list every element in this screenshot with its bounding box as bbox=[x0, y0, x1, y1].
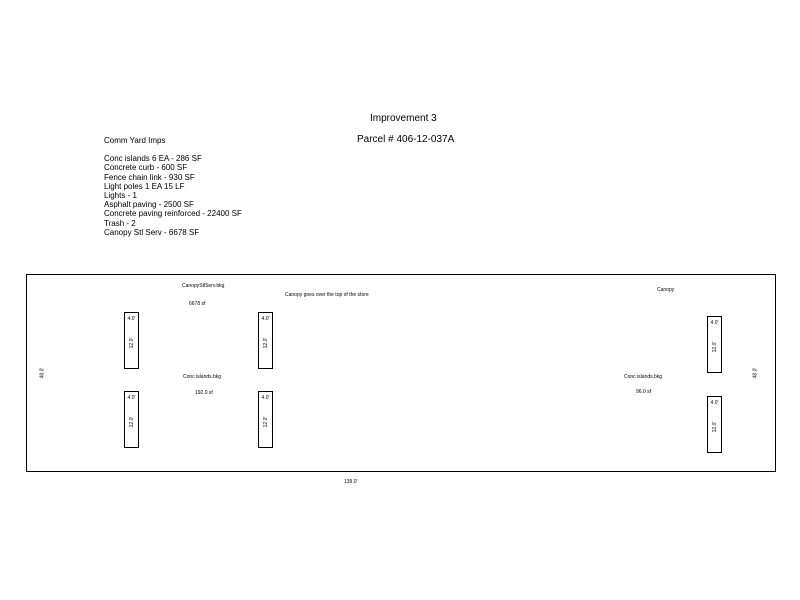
list-item: Light poles 1 EA 15 LF bbox=[104, 181, 185, 191]
island-width: 4.0' bbox=[261, 395, 270, 401]
list-item: Concrete paving reinforced - 22400 SF bbox=[104, 209, 242, 219]
list-item: Asphalt paving - 2500 SF bbox=[104, 200, 194, 210]
island-width: 4.0' bbox=[127, 395, 136, 401]
islands-right-label: Conc islands.bkg bbox=[624, 374, 663, 380]
list-item: Trash - 2 bbox=[104, 218, 136, 228]
conc-island bbox=[707, 316, 722, 373]
canopy-area: 6678 sf bbox=[189, 301, 206, 307]
list-item: Conc islands 6 EA - 286 SF bbox=[104, 154, 202, 164]
list-item: Concrete curb - 600 SF bbox=[104, 163, 188, 173]
bottom-dimension: 139.0' bbox=[344, 479, 358, 485]
list-item: Lights - 1 bbox=[104, 191, 137, 201]
island-width: 4.0' bbox=[261, 316, 270, 322]
conc-island bbox=[707, 396, 722, 453]
island-length: 12.0' bbox=[128, 416, 135, 428]
improvement-title: Improvement 3 bbox=[370, 113, 437, 124]
conc-island bbox=[258, 312, 273, 369]
list-item: Canopy Stl Serv - 6678 SF bbox=[104, 227, 200, 237]
island-length: 12.0' bbox=[262, 337, 269, 349]
list-item: Fence chain link - 930 SF bbox=[104, 172, 195, 182]
island-length: 12.0' bbox=[262, 416, 269, 428]
islands-left-label: Conc islands.bkg bbox=[183, 374, 222, 380]
improvement-list bbox=[104, 136, 242, 237]
conc-island bbox=[124, 312, 139, 369]
island-width: 4.0' bbox=[710, 400, 719, 406]
left-dimension: 48.0' bbox=[39, 367, 46, 379]
island-width: 4.0' bbox=[127, 316, 136, 322]
islands-left-area: 192.0 sf bbox=[195, 390, 213, 396]
island-length: 12.0' bbox=[711, 421, 718, 433]
right-dimension: 48.0' bbox=[752, 367, 759, 379]
canopy-note: Canopy goes over the top of the store bbox=[285, 292, 369, 298]
canopy-label: CanopyStlServ.bkg bbox=[182, 283, 225, 289]
island-length: 12.0' bbox=[128, 337, 135, 349]
island-width: 4.0' bbox=[710, 320, 719, 326]
parcel-number: Parcel # 406-12-037A bbox=[357, 134, 455, 145]
conc-island bbox=[124, 391, 139, 448]
list-heading: Comm Yard Imps bbox=[104, 136, 166, 145]
islands-right-area: 96.0 sf bbox=[636, 389, 652, 395]
conc-island bbox=[258, 391, 273, 448]
canopy-right-label: Canopy bbox=[657, 287, 675, 293]
island-length: 12.0' bbox=[711, 341, 718, 353]
